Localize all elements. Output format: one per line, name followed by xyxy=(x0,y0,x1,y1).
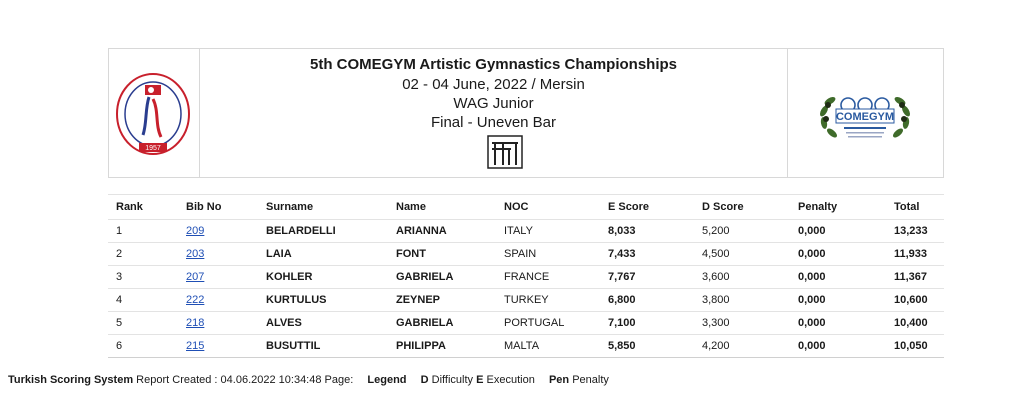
noc: TURKEY xyxy=(496,289,600,312)
surname: BUSUTTIL xyxy=(258,335,388,358)
date-location: 02 - 04 June, 2022 / Mersin xyxy=(402,76,585,93)
d-score: 4,500 xyxy=(694,243,790,266)
col-bib: Bib No xyxy=(178,195,258,220)
col-name: Name xyxy=(388,195,496,220)
header-box xyxy=(108,48,944,178)
rank: 5 xyxy=(108,312,178,335)
legend-e-value: Execution xyxy=(486,374,535,386)
total: 10,400 xyxy=(886,312,944,335)
surname: ALVES xyxy=(258,312,388,335)
e-score: 5,850 xyxy=(600,335,694,358)
surname: LAIA xyxy=(258,243,388,266)
report-title-block xyxy=(199,55,788,132)
table-row xyxy=(108,312,944,335)
federation-logo xyxy=(109,49,199,177)
rank: 4 xyxy=(108,289,178,312)
d-score: 4,200 xyxy=(694,335,790,358)
penalty: 0,000 xyxy=(790,312,886,335)
legend-d-value: Difficulty xyxy=(431,374,474,386)
rank: 6 xyxy=(108,335,178,358)
table-row xyxy=(108,266,944,289)
report-created: Report Created : 04.06.2022 10:34:48 Page: xyxy=(136,374,354,386)
uneven-bars-icon xyxy=(487,135,523,169)
name: ZEYNEP xyxy=(388,289,496,312)
col-total: Total xyxy=(886,195,944,220)
penalty: 0,000 xyxy=(790,289,886,312)
d-score: 5,200 xyxy=(694,220,790,243)
table-header-row xyxy=(108,195,944,220)
col-e-score: E Score xyxy=(600,195,694,220)
scoring-system-label: Turkish Scoring System xyxy=(8,374,134,386)
name: ARIANNA xyxy=(388,220,496,243)
logo-year: 1957 xyxy=(145,145,161,152)
col-surname: Surname xyxy=(258,195,388,220)
noc: MALTA xyxy=(496,335,600,358)
legend-e-key: E xyxy=(476,374,484,386)
name: GABRIELA xyxy=(388,312,496,335)
name: FONT xyxy=(388,243,496,266)
penalty: 0,000 xyxy=(790,335,886,358)
table-row xyxy=(108,243,944,266)
surname: BELARDELLI xyxy=(258,220,388,243)
bib-link[interactable]: 207 xyxy=(186,271,205,283)
penalty: 0,000 xyxy=(790,266,886,289)
results-table xyxy=(108,194,944,358)
total: 10,050 xyxy=(886,335,944,358)
col-rank: Rank xyxy=(108,195,178,220)
legend-label: Legend xyxy=(367,374,407,386)
col-d-score: D Score xyxy=(694,195,790,220)
surname: KOHLER xyxy=(258,266,388,289)
penalty: 0,000 xyxy=(790,220,886,243)
report-footer xyxy=(8,374,609,386)
rank: 3 xyxy=(108,266,178,289)
rank: 1 xyxy=(108,220,178,243)
comegym-logo-cell xyxy=(787,49,943,177)
col-noc: NOC xyxy=(496,195,600,220)
table-row xyxy=(108,335,944,358)
col-penalty: Penalty xyxy=(790,195,886,220)
name: GABRIELA xyxy=(388,266,496,289)
federation-logo-cell xyxy=(109,49,200,177)
name: PHILIPPA xyxy=(388,335,496,358)
e-score: 6,800 xyxy=(600,289,694,312)
d-score: 3,300 xyxy=(694,312,790,335)
d-score: 3,600 xyxy=(694,266,790,289)
category-label: WAG Junior xyxy=(453,95,534,112)
d-score: 3,800 xyxy=(694,289,790,312)
comegym-logo-text: COMEGYM xyxy=(835,111,895,123)
legend-d-key: D xyxy=(420,374,429,386)
legend-pen-key: Pen xyxy=(548,374,570,386)
e-score: 8,033 xyxy=(600,220,694,243)
e-score: 7,100 xyxy=(600,312,694,335)
noc: PORTUGAL xyxy=(496,312,600,335)
total: 11,367 xyxy=(886,266,944,289)
event-label: Final - Uneven Bar xyxy=(430,114,557,131)
surname: KURTULUS xyxy=(258,289,388,312)
championship-title: 5th COMEGYM Artistic Gymnastics Championships xyxy=(309,56,677,73)
total: 10,600 xyxy=(886,289,944,312)
comegym-logo xyxy=(788,49,943,177)
table-row xyxy=(108,289,944,312)
bib-link[interactable]: 222 xyxy=(186,294,205,306)
table-row xyxy=(108,220,944,243)
bib-link[interactable]: 218 xyxy=(186,317,205,329)
legend-pen-value: Penalty xyxy=(572,374,609,386)
noc: FRANCE xyxy=(496,266,600,289)
e-score: 7,767 xyxy=(600,266,694,289)
bib-link[interactable]: 215 xyxy=(186,340,205,352)
penalty: 0,000 xyxy=(790,243,886,266)
total: 11,933 xyxy=(886,243,944,266)
e-score: 7,433 xyxy=(600,243,694,266)
bib-link[interactable]: 203 xyxy=(186,248,205,260)
noc: SPAIN xyxy=(496,243,600,266)
total: 13,233 xyxy=(886,220,944,243)
rank: 2 xyxy=(108,243,178,266)
noc: ITALY xyxy=(496,220,600,243)
bib-link[interactable]: 209 xyxy=(186,225,205,237)
